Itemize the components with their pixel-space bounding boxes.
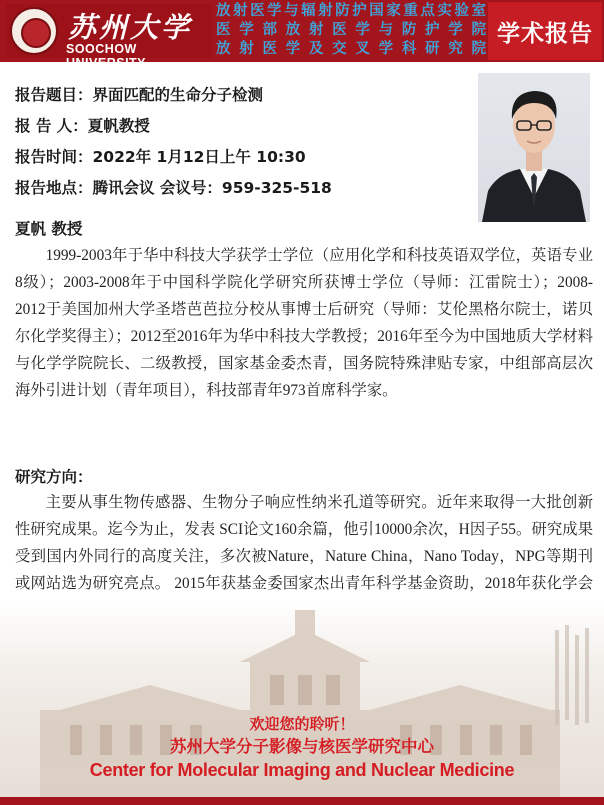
footer <box>0 714 604 782</box>
place-label: 报告地点： <box>15 179 93 197</box>
lab-name-line: 医学部放射医学与防护学院 <box>216 22 486 38</box>
bottom-bar <box>0 797 604 805</box>
speaker-photo <box>478 73 590 222</box>
time-row <box>15 142 465 173</box>
research-heading: 研究方向： <box>15 468 93 486</box>
speaker-label: 报 告 人： <box>15 117 88 135</box>
header-banner <box>0 0 604 70</box>
center-name-cn: 苏州大学分子影像与核医学研究中心 <box>170 737 434 756</box>
university-seal-icon <box>10 7 58 55</box>
center-name-en: Center for Molecular Imaging and Nuclear Medicine <box>89 760 515 780</box>
research-paragraph: 主要从事生物传感器、生物分子响应性纳米孔道等研究。近年来取得一大批创新性研究成果。迄今为止，发表 SCI论文160余篇，他引10000余次，H因子55。研究成果受到国内外同行的高度关注，多次被Nature，Nature China，Nano Today，NPG等期刊或网站选为研究亮点。 2015年获基金委国家杰出青年科学基金资助，2018年获化学会 <box>15 494 593 592</box>
lab-name-line: 放射医学及交叉学科研究院 <box>216 41 486 57</box>
time-label: 报告时间： <box>15 148 93 166</box>
topic-label: 报告题目： <box>15 86 93 104</box>
place-row <box>15 173 465 204</box>
bio-heading: 夏帆 教授 <box>15 220 83 238</box>
welcome-text: 欢迎您的聆听！ <box>249 715 355 733</box>
university-logo <box>6 4 212 70</box>
report-title-box <box>488 2 602 60</box>
speaker-portrait-icon <box>478 73 590 222</box>
topic-row <box>15 80 465 111</box>
speaker-value: 夏帆教授 <box>87 117 150 135</box>
speaker-row <box>15 111 465 142</box>
report-title: 学术报告 <box>497 20 593 47</box>
report-info <box>15 80 465 204</box>
time-value: 2022年 1月12日上午 10:30 <box>92 148 306 166</box>
topic-value: 界面匹配的生命分子检测 <box>92 86 264 104</box>
lab-names <box>216 2 486 60</box>
school-name-cn: 苏州大学 <box>68 11 193 44</box>
bio-paragraph: 1999-2003年于华中科技大学获学士学位（应用化学和科技英语双学位，英语专业8级）；2003-2008年于中国科学院化学研究所获博士学位（导师：江雷院士）；2008-2012于美国加州大学圣塔芭芭拉分校从事博士后研究（导师：艾伦黑格尔院士，诺贝尔化学奖得主）；2012至2016年为华中科技大学教授；2016年至今为中国地质大学材料与化学学院院长、二级教授，国家基金委杰青，国务院特殊津贴专家，中组部高层次海外引进计划（青年项目），科技部青年973首席科学家。 <box>15 247 593 399</box>
lab-name-line: 放射医学与辐射防护国家重点实验室 <box>216 3 486 19</box>
school-name-en: SOOCHOW UNIVERSITY <box>66 42 147 70</box>
place-value: 腾讯会议 会议号：959-325-518 <box>92 179 332 197</box>
